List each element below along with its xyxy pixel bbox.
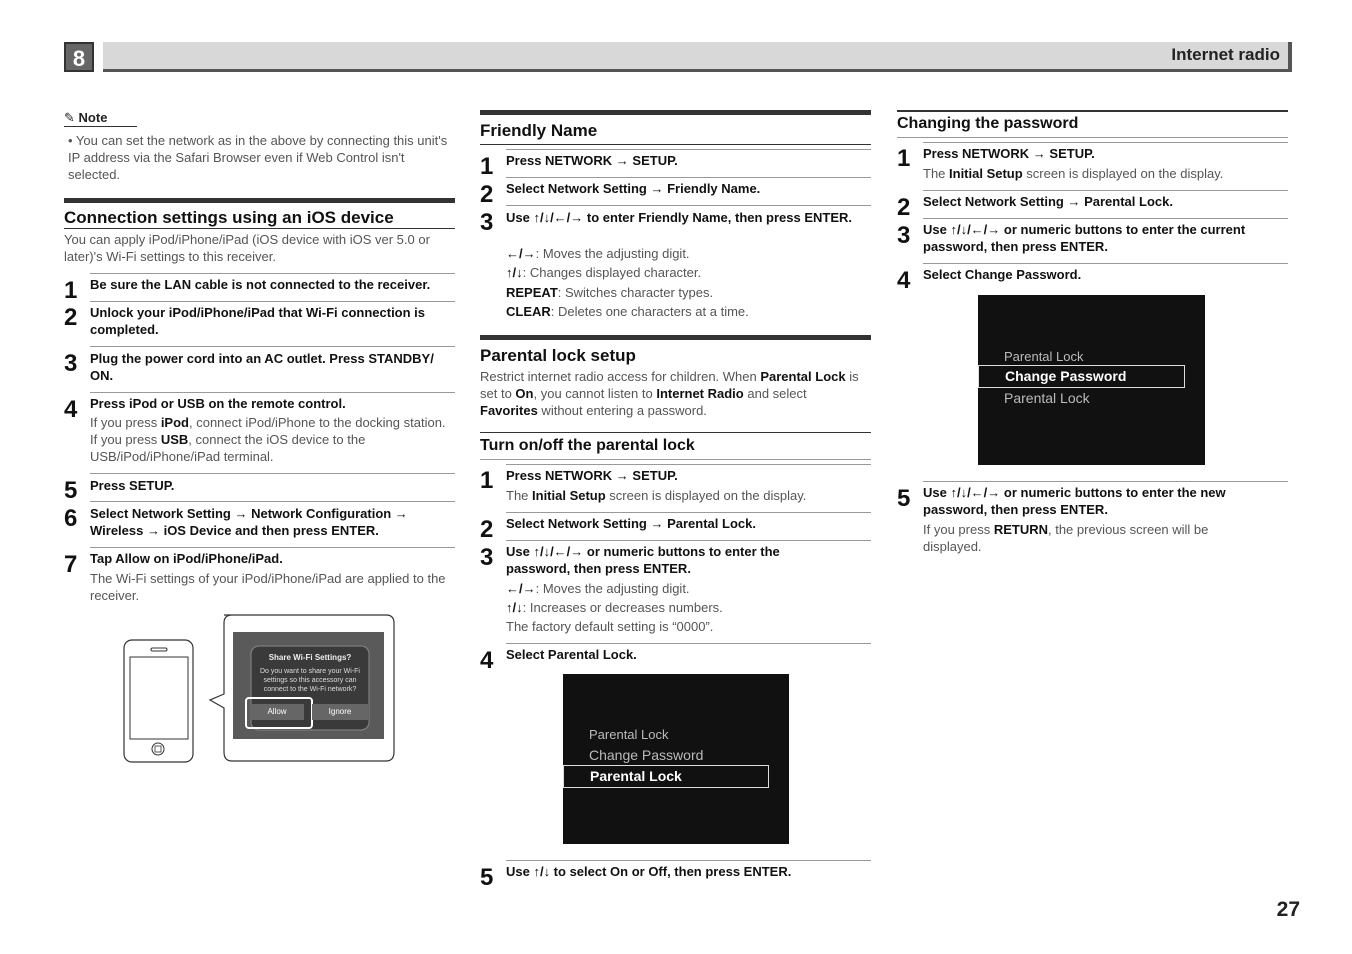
section-rule <box>480 459 871 460</box>
step-text: Select Parental Lock. <box>506 647 637 662</box>
phone-screen <box>130 657 188 739</box>
step-text: Press iPod or USB on the remote control. <box>90 396 346 411</box>
step-number: 1 <box>480 467 494 494</box>
section-rule <box>480 335 871 340</box>
step-number: 6 <box>64 505 78 532</box>
step-text: Use ↑/↓ to select On or Off, then press ENTER. <box>506 864 792 879</box>
step-text: Select Network Setting → Parental Lock. <box>506 516 756 531</box>
page-number: 27 <box>1276 898 1300 921</box>
screen-header: Parental Lock <box>1004 349 1084 364</box>
step-text: Use ↑/↓/←/→ or numeric buttons to enter the current password, then press ENTER. <box>923 222 1246 254</box>
step-rule <box>923 190 1288 191</box>
step-rule <box>923 481 1288 482</box>
step-rule <box>923 263 1288 264</box>
screen-header: Parental Lock <box>589 727 669 742</box>
step-rule <box>506 643 871 644</box>
ignore-button[interactable]: Ignore <box>312 704 368 720</box>
section-rule <box>897 137 1288 138</box>
section-header-title: Internet radio <box>1171 45 1280 64</box>
step-text: Use ↑/↓/←/→ to enter Friendly Name, then press ENTER. <box>506 210 853 225</box>
step-number: 4 <box>480 647 494 674</box>
step-rule <box>506 177 871 178</box>
parental-subtitle: Turn on/off the parental lock <box>480 437 695 454</box>
step-number: 4 <box>64 396 78 423</box>
step-sub: The Initial Setup screen is displayed on the display. <box>923 166 1224 181</box>
step-text: Be sure the LAN cable is not connected to the receiver. <box>90 277 431 292</box>
note-text: • You can set the network as in the above by connecting this unit's IP address via the Safari Browser even if Web Control isn't selected. <box>68 133 448 182</box>
screen-selected-item: Change Password <box>978 365 1185 388</box>
step-rule <box>90 273 455 274</box>
step-number: 2 <box>480 516 494 543</box>
detail-line: ←/→: Moves the adjusting digit. <box>506 581 690 596</box>
step-number: 7 <box>64 551 78 578</box>
step-rule <box>506 860 871 861</box>
step-number: 2 <box>64 304 78 331</box>
step-number: 1 <box>480 153 494 180</box>
step-text: Use ↑/↓/←/→ or numeric buttons to enter the new password, then press ENTER. <box>923 485 1226 517</box>
step-text: Select Network Setting → Parental Lock. <box>923 194 1173 209</box>
detail-line: ↑/↓: Increases or decreases numbers. <box>506 600 723 615</box>
password-section-title: Changing the password <box>897 115 1079 132</box>
step-rule <box>90 547 455 548</box>
section-rule <box>64 228 455 229</box>
section-rule <box>480 110 871 115</box>
step-number: 1 <box>897 145 911 172</box>
step-number: 5 <box>897 485 911 512</box>
detail-line: CLEAR: Deletes one characters at a time. <box>506 304 749 319</box>
step-rule <box>923 218 1288 219</box>
allow-button[interactable]: Allow <box>250 704 304 720</box>
step-text: Press NETWORK → SETUP. <box>923 146 1095 161</box>
ios-intro: You can apply iPod/iPhone/iPad (iOS device with iOS ver 5.0 or later)'s Wi-Fi settings to this receiver. <box>64 232 430 264</box>
default-note: The factory default setting is “0000”. <box>506 619 714 634</box>
step-rule <box>90 473 455 474</box>
step-text: Tap Allow on iPod/iPhone/iPad. <box>90 551 283 566</box>
step-text: Press NETWORK → SETUP. <box>506 153 678 168</box>
step-number: 2 <box>480 181 494 208</box>
step-number: 3 <box>480 544 494 571</box>
step-text: Select Change Password. <box>923 267 1082 282</box>
detail-line: REPEAT: Switches character types. <box>506 285 714 300</box>
step-number: 3 <box>64 350 78 377</box>
step-rule <box>506 149 871 150</box>
note-title: ✎ Note <box>64 110 137 127</box>
step-sub: If you press RETURN, the previous screen will be displayed. <box>923 522 1209 554</box>
step-rule <box>506 205 871 206</box>
ios-dialog-title: Share Wi-Fi Settings? <box>268 653 352 662</box>
step-text: Plug the power cord into an AC outlet. Press STANDBY/ ON. <box>90 351 434 383</box>
step-text: Press SETUP. <box>90 478 175 493</box>
screen-selected-item: Parental Lock <box>563 765 769 788</box>
step-rule <box>90 301 455 302</box>
step-text: Use ↑/↓/←/→ or numeric buttons to enter the password, then press ENTER. <box>506 544 780 576</box>
ios-dialog-body: Do you want to share your Wi-Fi settings so this accessory can connect to the Wi-Fi network? <box>260 668 360 693</box>
section-rule <box>480 432 871 433</box>
section-rule <box>480 144 871 145</box>
step-rule <box>90 501 455 502</box>
friendly-section-title: Friendly Name <box>480 121 598 140</box>
step-sub: The Initial Setup screen is displayed on the display. <box>506 488 807 503</box>
step-rule <box>506 540 871 541</box>
step-rule <box>506 512 871 513</box>
step-rule <box>90 346 455 347</box>
detail-line: ↑/↓: Changes displayed character. <box>506 265 702 280</box>
screen-menu-item: Change Password <box>589 747 704 763</box>
ios-section-title: Connection settings using an iOS device <box>64 208 394 227</box>
step-sub: The Wi-Fi settings of your iPod/iPhone/iPad are applied to the receiver. <box>90 571 446 603</box>
pencil-icon: ✎ <box>64 110 75 125</box>
parental-intro: Restrict internet radio access for children. When Parental Lock is set to On, you cannot listen to Internet Radio and select Favorites without entering a password. <box>480 369 859 418</box>
step-number: 3 <box>480 209 494 236</box>
step-rule <box>90 392 455 393</box>
step-rule <box>923 142 1288 143</box>
step-number: 1 <box>64 277 78 304</box>
step-number: 5 <box>64 477 78 504</box>
step-number: 5 <box>480 864 494 891</box>
step-text: Unlock your iPod/iPhone/iPad that Wi-Fi connection is completed. <box>90 305 426 337</box>
chapter-badge: 8 <box>64 42 94 72</box>
section-rule <box>897 110 1288 112</box>
step-number: 2 <box>897 194 911 221</box>
step-number: 3 <box>897 222 911 249</box>
step-number: 4 <box>897 267 911 294</box>
step-text: Select Network Setting → Network Configuration → Wireless → iOS Device and then press ENTER. <box>90 506 408 538</box>
step-rule <box>506 464 871 465</box>
header-bar <box>103 42 1292 72</box>
parental-section-title: Parental lock setup <box>480 346 636 365</box>
section-rule <box>64 198 455 203</box>
step-sub: If you press iPod, connect iPod/iPhone to the docking station. If you press USB, connect the iOS device to the USB/iPod/iPhone/iPad terminal. <box>90 415 446 464</box>
step-text: Select Network Setting → Friendly Name. <box>506 181 761 196</box>
screen-menu-item: Parental Lock <box>1004 390 1090 406</box>
step-text: Press NETWORK → SETUP. <box>506 468 678 483</box>
detail-line: ←/→: Moves the adjusting digit. <box>506 246 690 261</box>
